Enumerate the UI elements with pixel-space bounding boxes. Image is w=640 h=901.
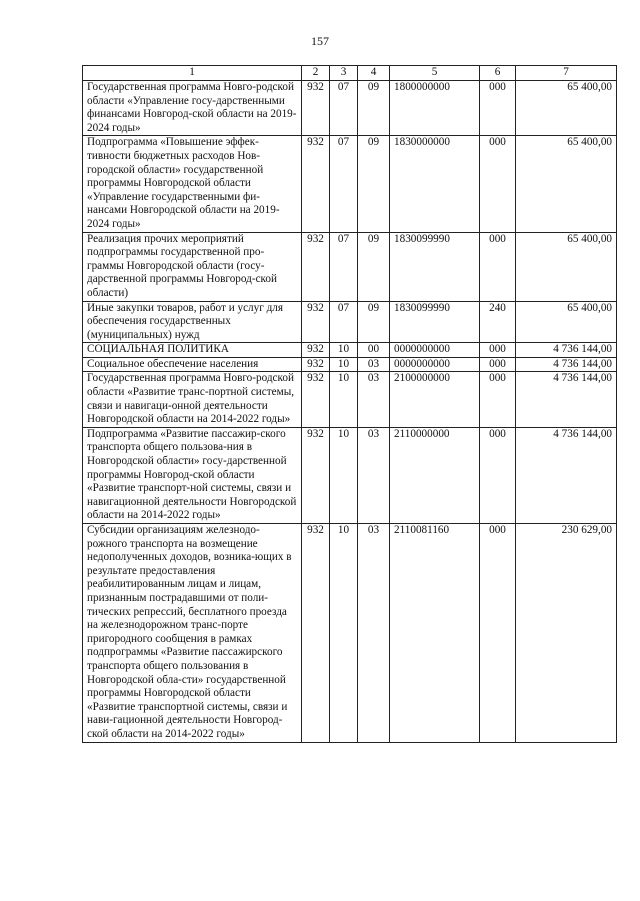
- row-expense-type: 000: [480, 343, 516, 358]
- row-section: 07: [330, 81, 358, 136]
- header-col-7: 7: [516, 66, 617, 81]
- row-expense-type: 000: [480, 427, 516, 523]
- row-grbs: 932: [302, 524, 330, 743]
- table-row: [83, 136, 617, 232]
- row-subsection: 03: [358, 524, 390, 743]
- table-row: [83, 372, 617, 427]
- row-amount: 65 400,00: [516, 301, 617, 343]
- row-expense-type: 000: [480, 232, 516, 301]
- row-name: СОЦИАЛЬНАЯ ПОЛИТИКА: [83, 343, 302, 358]
- row-amount: 65 400,00: [516, 136, 617, 232]
- table-row: [83, 81, 617, 136]
- row-subsection: 09: [358, 136, 390, 232]
- row-target-article: 0000000000: [390, 357, 480, 372]
- row-target-article: 1830000000: [390, 136, 480, 232]
- row-expense-type: 000: [480, 136, 516, 232]
- row-grbs: 932: [302, 372, 330, 427]
- row-expense-type: 000: [480, 524, 516, 743]
- row-section: 07: [330, 136, 358, 232]
- row-grbs: 932: [302, 427, 330, 523]
- header-col-1: 1: [83, 66, 302, 81]
- page-number: 157: [311, 34, 329, 48]
- row-name: Социальное обеспечение населения: [83, 357, 302, 372]
- row-section: 10: [330, 427, 358, 523]
- row-amount: 230 629,00: [516, 524, 617, 743]
- header-col-5: 5: [390, 66, 480, 81]
- row-amount: 65 400,00: [516, 232, 617, 301]
- row-target-article: 1800000000: [390, 81, 480, 136]
- row-section: 10: [330, 524, 358, 743]
- row-amount: 4 736 144,00: [516, 427, 617, 523]
- row-name: Подпрограмма «Развитие пассажир-ского транспорта общего пользова-ния в Новгородской области» госу-дарственной программы Новгород-ской области «Развитие транспорт-ной системы, связи и навигационной деятельности Новгородской области на 2014-2022 годы»: [83, 427, 302, 523]
- row-grbs: 932: [302, 136, 330, 232]
- row-section: 10: [330, 372, 358, 427]
- header-col-2: 2: [302, 66, 330, 81]
- table-row: [83, 343, 617, 358]
- row-name: Государственная программа Новго-родской области «Управление госу-дарственными финансами Новгород-ской области на 2019-2024 годы»: [83, 81, 302, 136]
- row-name: Государственная программа Новго-родской области «Развитие транс-портной системы, связи и навигаци-онной деятельности Новгородской области на 2014-2022 годы»: [83, 372, 302, 427]
- row-name: Иные закупки товаров, работ и услуг для обеспечения государственных (муниципальных) нужд: [83, 301, 302, 343]
- header-col-6: 6: [480, 66, 516, 81]
- header-row: [83, 66, 617, 81]
- row-subsection: 09: [358, 232, 390, 301]
- row-subsection: 03: [358, 427, 390, 523]
- row-amount: 4 736 144,00: [516, 357, 617, 372]
- row-subsection: 03: [358, 357, 390, 372]
- table-row: [83, 232, 617, 301]
- row-name: Реализация прочих мероприятий подпрограммы государственной про-граммы Новгородской области (госу-дарственной программы Новгород-ской области): [83, 232, 302, 301]
- budget-table: [82, 65, 617, 743]
- table-row: [83, 357, 617, 372]
- row-expense-type: 000: [480, 357, 516, 372]
- table-row: [83, 301, 617, 343]
- header-col-3: 3: [330, 66, 358, 81]
- row-grbs: 932: [302, 301, 330, 343]
- row-subsection: 00: [358, 343, 390, 358]
- row-grbs: 932: [302, 343, 330, 358]
- table-row: [83, 524, 617, 743]
- row-amount: 4 736 144,00: [516, 343, 617, 358]
- row-expense-type: 000: [480, 81, 516, 136]
- row-amount: 4 736 144,00: [516, 372, 617, 427]
- row-grbs: 932: [302, 357, 330, 372]
- row-target-article: 1830099990: [390, 301, 480, 343]
- row-target-article: 0000000000: [390, 343, 480, 358]
- row-grbs: 932: [302, 232, 330, 301]
- row-section: 07: [330, 301, 358, 343]
- row-subsection: 03: [358, 372, 390, 427]
- row-subsection: 09: [358, 301, 390, 343]
- row-target-article: 1830099990: [390, 232, 480, 301]
- row-section: 10: [330, 357, 358, 372]
- table-row: [83, 427, 617, 523]
- row-grbs: 932: [302, 81, 330, 136]
- row-expense-type: 000: [480, 372, 516, 427]
- row-section: 10: [330, 343, 358, 358]
- row-subsection: 09: [358, 81, 390, 136]
- row-name: Подпрограмма «Повышение эффек-тивности бюджетных расходов Нов-городской области» государственной программы Новгородской области «Управление государственными фи-нансами Новгородской области на 2019-2024 годы»: [83, 136, 302, 232]
- row-name: Субсидии организациям железнодо-рожного транспорта на возмещение недополученных доходов, возника-ющих в результате предоставления реабилитированным лицам и лицам, признанным пострадавшими от поли-тических репрессий, бесплатного проезда на железнодорожном транс-порте пригородного сообщения в рамках подпрограммы «Развитие пассажирского транспорта общего пользования в Новгородской обла-сти» государственной программы Новгородской области «Развитие транспортной системы, связи и нави-гационной деятельности Новгород-ской области на 2014-2022 годы»: [83, 524, 302, 743]
- row-target-article: 2110081160: [390, 524, 480, 743]
- row-target-article: 2110000000: [390, 427, 480, 523]
- row-target-article: 2100000000: [390, 372, 480, 427]
- row-expense-type: 240: [480, 301, 516, 343]
- row-section: 07: [330, 232, 358, 301]
- header-col-4: 4: [358, 66, 390, 81]
- row-amount: 65 400,00: [516, 81, 617, 136]
